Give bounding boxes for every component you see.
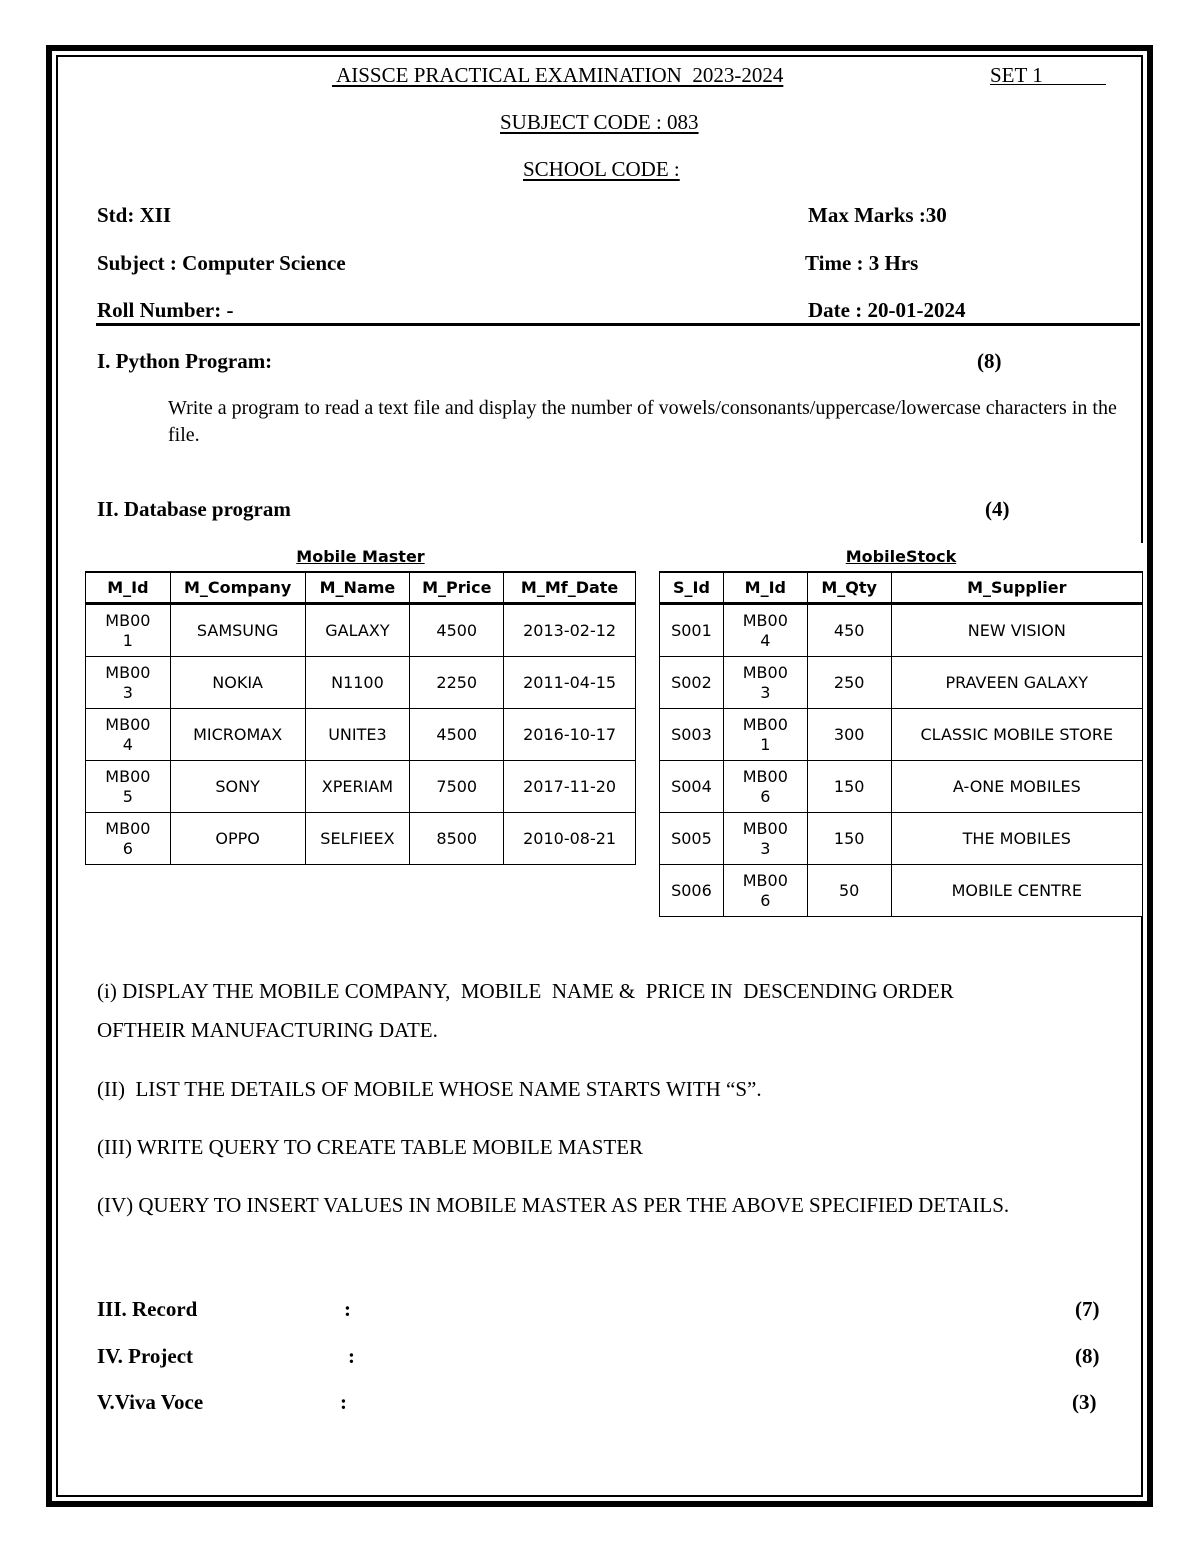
mobile-stock-cell: MOBILE CENTRE xyxy=(891,865,1142,917)
max-marks-label: Max Marks :30 xyxy=(808,203,947,227)
exam-title: AISSCE PRACTICAL EXAMINATION 2023-2024 xyxy=(332,63,784,87)
viva-voce-marks: (3) xyxy=(1072,1390,1097,1414)
viva-voce-label: V.Viva Voce xyxy=(97,1390,204,1414)
mobile-master-cell: 4500 xyxy=(410,604,504,657)
mobile-master-cell: 2013-02-12 xyxy=(504,604,636,657)
subject-code: SUBJECT CODE : 083 xyxy=(500,110,699,134)
mobile-stock-row xyxy=(660,761,1143,813)
mobile-stock-cell: PRAVEEN GALAXY xyxy=(891,657,1142,709)
mobile-master-cell: MB00 1 xyxy=(86,604,171,657)
mobile-master-cell: OPPO xyxy=(170,813,305,865)
mobile-master-header-cell: M_Id xyxy=(86,572,171,604)
mobile-stock-header-cell: M_Id xyxy=(723,572,807,604)
project-label: IV. Project xyxy=(97,1344,194,1368)
mobile-master-header-cell: M_Company xyxy=(170,572,305,604)
mobile-stock-cell: MB00 1 xyxy=(723,709,807,761)
section1-marks: (8) xyxy=(977,349,1002,373)
mobile-stock-row xyxy=(660,709,1143,761)
mobile-master-table xyxy=(85,543,636,865)
subject-label: Subject : Computer Science xyxy=(97,251,346,275)
mobile-master-cell: MB00 4 xyxy=(86,709,171,761)
record-label: III. Record xyxy=(97,1297,198,1321)
mobile-master-cell: MB00 5 xyxy=(86,761,171,813)
mobile-stock-cell: S003 xyxy=(660,709,724,761)
mobile-master-row xyxy=(86,813,636,865)
mobile-stock-header-cell: M_Supplier xyxy=(891,572,1142,604)
mobile-master-header-cell: M_Price xyxy=(410,572,504,604)
mobile-stock-cell: 150 xyxy=(807,813,891,865)
mobile-master-header-cell: M_Name xyxy=(305,572,410,604)
mobile-master-cell: 2250 xyxy=(410,657,504,709)
mobile-stock-cell: MB00 6 xyxy=(723,761,807,813)
mobile-master-row xyxy=(86,604,636,657)
mobile-master-cell: 2011-04-15 xyxy=(504,657,636,709)
mobile-stock-cell: MB00 6 xyxy=(723,865,807,917)
mobile-master-cell: SAMSUNG xyxy=(170,604,305,657)
record-marks: (7) xyxy=(1075,1297,1100,1321)
section1-title: I. Python Program: xyxy=(97,349,273,373)
mobile-master-row xyxy=(86,709,636,761)
mobile-stock-cell: S002 xyxy=(660,657,724,709)
mobile-stock-caption: MobileStock xyxy=(660,543,1143,572)
mobile-stock-cell: CLASSIC MOBILE STORE xyxy=(891,709,1142,761)
project-marks: (8) xyxy=(1075,1344,1100,1368)
mobile-stock-cell: A-ONE MOBILES xyxy=(891,761,1142,813)
mobile-stock-cell: 50 xyxy=(807,865,891,917)
record-colon: : xyxy=(344,1297,351,1321)
mobile-stock-table xyxy=(659,543,1143,917)
mobile-stock-cell: 300 xyxy=(807,709,891,761)
question-3: (III) WRITE QUERY TO CREATE TABLE MOBILE MASTER xyxy=(97,1135,644,1159)
time-label: Time : 3 Hrs xyxy=(805,251,919,275)
set-underline xyxy=(990,84,1106,85)
mobile-master-cell: MB00 3 xyxy=(86,657,171,709)
mobile-stock-row xyxy=(660,865,1143,917)
mobile-master-cell: UNITE3 xyxy=(305,709,410,761)
mobile-stock-row xyxy=(660,604,1143,657)
mobile-master-row xyxy=(86,761,636,813)
mobile-master-cell: 2016-10-17 xyxy=(504,709,636,761)
question-1-line1: (i) DISPLAY THE MOBILE COMPANY, MOBILE NAME & PRICE IN DESCENDING ORDER xyxy=(97,979,954,1003)
mobile-stock-cell: MB00 3 xyxy=(723,657,807,709)
mobile-master-cell: GALAXY xyxy=(305,604,410,657)
mobile-master-cell: N1100 xyxy=(305,657,410,709)
mobile-master-cell: NOKIA xyxy=(170,657,305,709)
mobile-stock-header-cell: S_Id xyxy=(660,572,724,604)
project-colon: : xyxy=(348,1344,355,1368)
mobile-master-cell: 8500 xyxy=(410,813,504,865)
question-2: (II) LIST THE DETAILS OF MOBILE WHOSE NAME STARTS WITH “S”. xyxy=(97,1077,762,1101)
mobile-stock-cell: MB00 3 xyxy=(723,813,807,865)
viva-voce-colon: : xyxy=(340,1390,347,1414)
mobile-stock-cell: THE MOBILES xyxy=(891,813,1142,865)
school-code: SCHOOL CODE : xyxy=(523,157,680,181)
mobile-master-cell: 2017-11-20 xyxy=(504,761,636,813)
mobile-stock-cell: S005 xyxy=(660,813,724,865)
mobile-stock-cell: 250 xyxy=(807,657,891,709)
mobile-stock-header-cell: M_Qty xyxy=(807,572,891,604)
mobile-master-row xyxy=(86,657,636,709)
mobile-stock-row xyxy=(660,813,1143,865)
mobile-stock-cell: 450 xyxy=(807,604,891,657)
mobile-master-cell: MB00 6 xyxy=(86,813,171,865)
section2-marks: (4) xyxy=(985,497,1010,521)
mobile-master-cell: MICROMAX xyxy=(170,709,305,761)
mobile-master-cell: XPERIAM xyxy=(305,761,410,813)
mobile-master-header-cell: M_Mf_Date xyxy=(504,572,636,604)
mobile-stock-cell: S001 xyxy=(660,604,724,657)
mobile-stock-row xyxy=(660,657,1143,709)
mobile-stock-cell: S006 xyxy=(660,865,724,917)
mobile-master-cell: 7500 xyxy=(410,761,504,813)
mobile-master-cell: SELFIEEX xyxy=(305,813,410,865)
mobile-stock-cell: NEW VISION xyxy=(891,604,1142,657)
section2-title: II. Database program xyxy=(97,497,291,521)
mobile-master-cell: 4500 xyxy=(410,709,504,761)
std-label: Std: XII xyxy=(97,203,172,227)
section1-text: Write a program to read a text file and display the number of vowels/consonants/uppercase/lowercase characters in the file. xyxy=(168,397,1117,446)
header-divider xyxy=(96,323,1140,326)
mobile-stock-cell: S004 xyxy=(660,761,724,813)
mobile-master-caption: Mobile Master xyxy=(86,543,636,572)
date-label: Date : 20-01-2024 xyxy=(808,298,966,322)
mobile-stock-cell: 150 xyxy=(807,761,891,813)
mobile-master-cell: SONY xyxy=(170,761,305,813)
set-label: SET 1 xyxy=(990,63,1043,87)
question-4: (IV) QUERY TO INSERT VALUES IN MOBILE MASTER AS PER THE ABOVE SPECIFIED DETAILS. xyxy=(97,1193,1010,1217)
mobile-stock-cell: MB00 4 xyxy=(723,604,807,657)
mobile-master-cell: 2010-08-21 xyxy=(504,813,636,865)
question-1-line2: OFTHEIR MANUFACTURING DATE. xyxy=(97,1018,438,1042)
roll-number-label: Roll Number: - xyxy=(97,298,234,322)
